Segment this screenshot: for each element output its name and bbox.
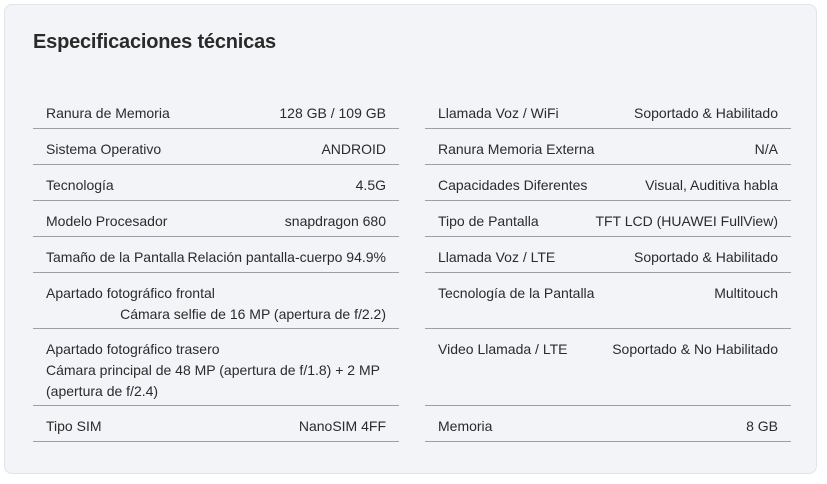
spec-value: Cámara principal de 48 MP (apertura de f/1.8) + 2 MP (apertura de f/2.4) — [46, 362, 380, 399]
spec-value: N/A — [754, 141, 778, 157]
spec-label: Tipo SIM — [46, 418, 102, 434]
spec-row-memory — [425, 406, 791, 442]
spec-value: Soportado & Habilitado — [634, 105, 778, 121]
spec-value: Cámara selfie de 16 MP (apertura de f/2.2) — [120, 306, 386, 322]
spec-row-video-lte — [425, 329, 791, 406]
spec-label: Apartado fotográfico trasero — [46, 341, 220, 357]
spec-label: Sistema Operativo — [46, 141, 162, 157]
spec-label: Tecnología — [46, 177, 114, 193]
spec-row-front-camera — [33, 273, 399, 329]
spec-value: Soportado & Habilitado — [634, 249, 778, 265]
spec-row-processor — [33, 201, 399, 237]
spec-value: ANDROID — [321, 141, 386, 157]
spec-value: TFT LCD (HUAWEI FullView) — [595, 213, 778, 229]
spec-row-sim-type — [33, 406, 399, 442]
spec-value: Multitouch — [714, 285, 778, 301]
spec-row-voice-wifi — [425, 93, 791, 129]
specs-card — [4, 4, 817, 474]
spec-value: 4.5G — [355, 177, 386, 193]
spec-label: Modelo Procesador — [46, 213, 168, 229]
specs-table — [33, 93, 791, 442]
spec-label: Tipo de Pantalla — [438, 213, 539, 229]
spec-label: Ranura Memoria Externa — [438, 141, 595, 157]
spec-value: Soportado & No Habilitado — [612, 341, 778, 357]
spec-label: Tecnología de la Pantalla — [438, 285, 595, 301]
spec-value: NanoSIM 4FF — [298, 418, 386, 434]
spec-label: Tamaño de la Pantalla — [46, 249, 185, 265]
spec-label: Apartado fotográfico frontal — [46, 285, 215, 301]
spec-value: 128 GB / 109 GB — [279, 105, 386, 121]
spec-label: Video Llamada / LTE — [438, 341, 568, 357]
section-title: Especificaciones técnicas — [33, 31, 276, 53]
spec-label: Capacidades Diferentes — [438, 177, 588, 193]
spec-value: Relación pantalla-cuerpo 94.9% — [187, 249, 386, 265]
spec-row-screen-technology — [425, 273, 791, 329]
spec-row-external-memory — [425, 129, 791, 165]
spec-label: Llamada Voz / WiFi — [438, 105, 559, 121]
spec-label: Ranura de Memoria — [46, 105, 170, 121]
spec-label: Memoria — [438, 418, 493, 434]
spec-value: 8 GB — [746, 418, 778, 434]
spec-row-screen-size — [33, 237, 399, 273]
spec-value: snapdragon 680 — [284, 213, 386, 229]
spec-row-technology — [33, 165, 399, 201]
spec-row-accessibility — [425, 165, 791, 201]
spec-row-screen-type — [425, 201, 791, 237]
spec-label: Llamada Voz / LTE — [438, 249, 556, 265]
spec-row-voice-lte — [425, 237, 791, 273]
spec-row-memory-slot — [33, 93, 399, 129]
spec-row-rear-camera — [33, 329, 399, 406]
spec-value: Visual, Auditiva habla — [645, 177, 778, 193]
spec-row-os — [33, 129, 399, 165]
